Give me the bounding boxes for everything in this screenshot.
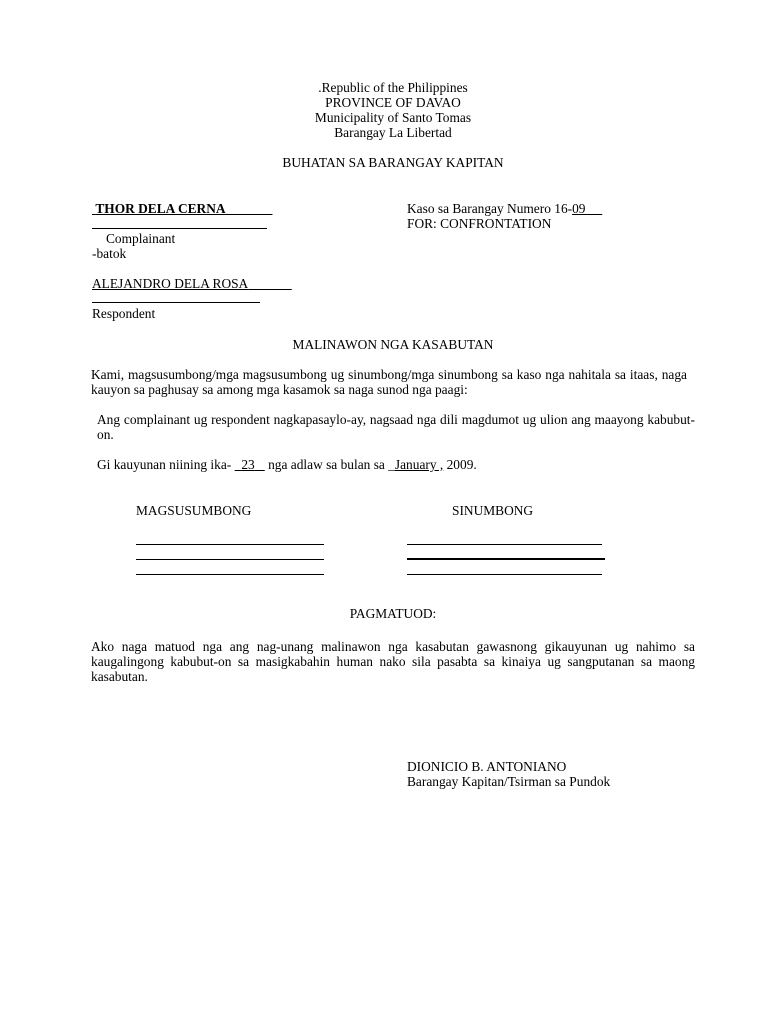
header-municipality: Municipality of Santo Tomas [314, 110, 472, 125]
magsusumbong-signature-line [136, 559, 324, 560]
complainant-name: THOR DELA CERNA [95, 201, 226, 216]
header-barangay: Barangay La Libertad [334, 125, 452, 140]
header-country: .Republic of the Philippines [318, 80, 468, 95]
magsusumbong-signature-line [136, 574, 324, 575]
case-number: Kaso sa Barangay Numero 16-09 [407, 201, 586, 216]
terms-paragraph: Ang complainant ug respondent nagkapasaylo-ay, nagsaad nga dili magdumot ug ulion ang maayong kabubut-on. [97, 412, 695, 442]
magsusumbong-signature-line [136, 544, 324, 545]
official-name: DIONICIO B. ANTONIANO [407, 759, 567, 774]
case-purpose: FOR: CONFRONTATION [407, 216, 552, 231]
respondent-signature-line [92, 302, 260, 303]
complainant-signature-line [92, 228, 267, 229]
magsusumbong-heading: MAGSUSUMBONG [136, 503, 252, 518]
complainant-label: Complainant [106, 231, 176, 246]
agreement-title: MALINAWON NGA KASABUTAN [292, 337, 494, 352]
attestation-paragraph: Ako naga matuod nga ang nag-unang malinawon nga kasabutan gawasnong gikauyunan ug nahimo sa kaugalingong kabubut-on sa masigkabahin human nako sila pasabta sa kinaiya ug sangputanan sa maong kasabutan. [91, 639, 695, 684]
respondent-name: ALEJANDRO DELA ROSA [92, 276, 249, 291]
sinumbong-signature-line [407, 558, 605, 560]
office-title: BUHATAN SA BARANGAY KAPITAN [282, 155, 504, 170]
official-position: Barangay Kapitan/Tsirman sa Pundok [407, 774, 611, 789]
sinumbong-signature-line [407, 574, 602, 575]
sinumbong-heading: SINUMBONG [452, 503, 534, 518]
versus-label: -batok [92, 246, 127, 261]
respondent-label: Respondent [92, 306, 156, 321]
attestation-title: PAGMATUOD: [349, 606, 437, 621]
sinumbong-signature-line [407, 544, 602, 545]
intro-paragraph: Kami, magsusumbong/mga magsusumbong ug sinumbong/mga sinumbong sa kaso nga nahitala sa itaas, naga kauyon sa paghusay sa among mga kasamok sa naga sunod nga paagi: [91, 367, 687, 397]
header-province: PROVINCE OF DAVAO [325, 95, 461, 110]
agreed-date: Gi kauyunan niining ika- 23 nga adlaw sa bulan sa _January , 2009. [97, 457, 477, 472]
